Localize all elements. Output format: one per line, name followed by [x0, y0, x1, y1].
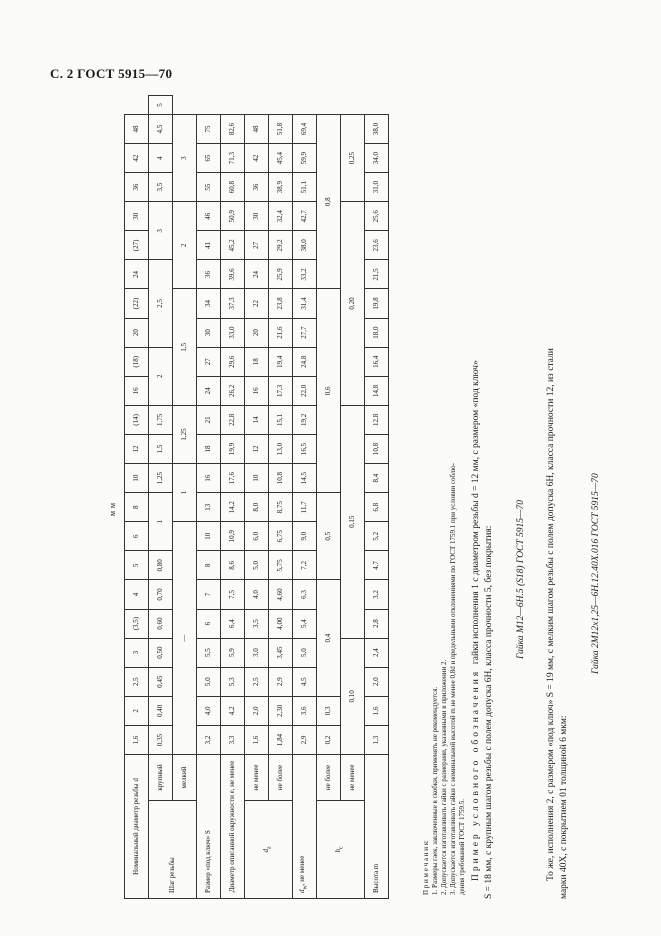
page-header: С. 2 ГОСТ 5915—70	[50, 66, 173, 81]
cell: 9,0	[293, 522, 317, 551]
cell: 19,4	[269, 347, 293, 376]
cell: 0,70	[149, 580, 173, 609]
cell: 27	[245, 231, 269, 260]
cell: 36	[197, 260, 221, 289]
cell: 8,6	[221, 551, 245, 580]
cell: 0,10	[341, 638, 365, 754]
cell: 18,0	[365, 318, 389, 347]
cell: 2	[125, 696, 149, 725]
rotated-page-content	[100, 94, 660, 899]
cell: 8	[197, 551, 221, 580]
cell: 2,8	[365, 609, 389, 638]
cell: 14,5	[293, 464, 317, 493]
cell: 48	[125, 114, 149, 143]
cell: 41	[197, 231, 221, 260]
cell: 0,2	[317, 725, 341, 754]
label-max: не более	[269, 755, 293, 801]
cell: 51,1	[293, 173, 317, 202]
cell: 23,8	[269, 289, 293, 318]
cell: 12	[245, 434, 269, 463]
cell: 2,0	[245, 696, 269, 725]
cell: 4,5	[149, 114, 173, 143]
cell: 42	[245, 144, 269, 173]
label-da: $d_а$	[245, 801, 293, 899]
row-pitch-fine	[173, 96, 197, 899]
cell: 5	[125, 551, 149, 580]
cell: 0,80	[149, 551, 173, 580]
cell: 19,9	[221, 434, 245, 463]
cell: 30	[197, 318, 221, 347]
cell: 2,4	[365, 638, 389, 667]
example1-line2: S = 18 мм, с крупным шагом резьбы с полем допуска 6H, класса прочности 5, без покрытия:	[484, 525, 494, 899]
cell: 39,6	[221, 260, 245, 289]
row-dw	[293, 96, 317, 899]
cell: 33,2	[293, 260, 317, 289]
cell: (14)	[125, 405, 149, 434]
cell: 10,9	[221, 522, 245, 551]
cell: 5	[149, 96, 173, 115]
cell: 21,5	[365, 260, 389, 289]
cell: 32,4	[269, 202, 293, 231]
cell: 16	[197, 464, 221, 493]
cell: 19,8	[365, 289, 389, 318]
cell: 4	[125, 580, 149, 609]
cell: 48	[245, 114, 269, 143]
row-e	[221, 96, 245, 899]
label-m: Высота m	[365, 755, 389, 899]
cell: (3,5)	[125, 609, 149, 638]
cell: 30	[245, 202, 269, 231]
example2-line1: То же, исполнения 2, с размером «под ключ» S = 19 мм, с мелким шагом резьбы с полем допуска 6Н, класса прочности 12, из стали	[546, 348, 556, 881]
cell: 13,0	[269, 434, 293, 463]
cell: 2	[173, 202, 197, 289]
cell: 8,75	[269, 493, 293, 522]
cell: 46	[197, 202, 221, 231]
cell: 3	[149, 202, 173, 260]
cell: 4,0	[245, 580, 269, 609]
note-1: 1. Размеры гаек, заключенные в скобки, применять не рекомендуется.	[431, 686, 439, 895]
cell: 1	[149, 493, 173, 551]
cell: 24	[197, 376, 221, 405]
cell: 2,9	[293, 725, 317, 754]
cell: 2,30	[269, 696, 293, 725]
cell: 75	[197, 114, 221, 143]
cell: 20	[245, 318, 269, 347]
label-max: не более	[317, 755, 341, 801]
cell: 19,2	[293, 405, 317, 434]
example2-designation: Гайка 2М12х1,25—6Н.12.40Х.016 ГОСТ 5915—70	[591, 473, 601, 674]
cell: 10	[197, 522, 221, 551]
cell: 45,2	[221, 231, 245, 260]
row-da-max	[269, 96, 293, 899]
cell: 0,40	[149, 696, 173, 725]
cell: 30	[125, 202, 149, 231]
cell: 0,25	[341, 114, 365, 201]
cell: 0,20	[341, 202, 365, 406]
cell: 6	[125, 522, 149, 551]
cell: 15,1	[269, 405, 293, 434]
row-s	[197, 96, 221, 899]
cell: 7,2	[293, 551, 317, 580]
cell: 10	[245, 464, 269, 493]
cell: 25,6	[365, 202, 389, 231]
row-m	[365, 96, 389, 899]
cell: 45,4	[269, 144, 293, 173]
cell: 4,2	[221, 696, 245, 725]
cell: 22,8	[221, 405, 245, 434]
label-dw: $d_w$, не менее	[293, 755, 317, 899]
cell: 10,8	[365, 434, 389, 463]
label-hc: $h_с$	[317, 801, 365, 899]
cell: 8,0	[245, 493, 269, 522]
cell: 55	[197, 173, 221, 202]
cell: 7,5	[221, 580, 245, 609]
cell: 17,6	[221, 464, 245, 493]
cell: 3,5	[245, 609, 269, 638]
cell: 71,3	[221, 144, 245, 173]
cell: 4,0	[197, 696, 221, 725]
cell: 0,35	[149, 725, 173, 754]
cell: 3,6	[293, 696, 317, 725]
cell: (27)	[125, 231, 149, 260]
cell: 2,0	[365, 667, 389, 696]
cell: 0,3	[317, 696, 341, 725]
cell: 1,6	[245, 725, 269, 754]
cell: 1,6	[125, 725, 149, 754]
note-2: 2. Допускается изготавливать гайки с размерами, указанными в приложении 2.	[440, 659, 448, 895]
cell: 4,7	[365, 551, 389, 580]
cell: 13	[197, 493, 221, 522]
cell: 10,8	[269, 464, 293, 493]
cell: 6,75	[269, 522, 293, 551]
cell: 1,84	[269, 725, 293, 754]
cell: 18	[197, 434, 221, 463]
cell: 8	[125, 493, 149, 522]
cell: 1	[173, 464, 197, 522]
cell: 4	[149, 144, 173, 173]
cell: 4,60	[269, 580, 293, 609]
row-nominal-diameter	[125, 96, 149, 899]
cell: 2,5	[149, 260, 173, 347]
cell: 1,75	[149, 405, 173, 434]
cell: 3,2	[197, 725, 221, 754]
cell: 24	[125, 260, 149, 289]
cell: 3,5	[149, 173, 173, 202]
example1-line1: гайки исполнения 1 с диаметром резьбы d = 12 мм, с размером «под ключ»	[471, 360, 481, 665]
cell: 36	[125, 173, 149, 202]
cell: 25,9	[269, 260, 293, 289]
cell: 3,0	[245, 638, 269, 667]
label-pitch: Шаг резьбы	[149, 801, 197, 899]
cell: 29,6	[221, 347, 245, 376]
cell: 2,5	[125, 667, 149, 696]
cell: 3,45	[269, 638, 293, 667]
cell: 14	[245, 405, 269, 434]
cell: 1,5	[173, 289, 197, 405]
cell: 24	[245, 260, 269, 289]
cell: 82,6	[221, 114, 245, 143]
cell: 6,0	[245, 522, 269, 551]
cell: 6	[197, 609, 221, 638]
note-3-cont: дения требований ГОСТ 1759.5.	[458, 799, 466, 895]
example2-paragraph	[545, 99, 571, 899]
cell: 1,5	[149, 434, 173, 463]
row-hc-max	[317, 96, 341, 899]
cell: 18	[245, 347, 269, 376]
cell: 3,3	[221, 725, 245, 754]
cell: 5,3	[221, 667, 245, 696]
row-pitch-coarse	[149, 96, 173, 899]
cell: 6,3	[293, 580, 317, 609]
cell: 0,50	[149, 638, 173, 667]
cell: 36	[245, 173, 269, 202]
cell: 65	[197, 144, 221, 173]
cell: 33,0	[221, 318, 245, 347]
cell: 2,9	[269, 667, 293, 696]
cell: 16,4	[365, 347, 389, 376]
cell: 20	[125, 318, 149, 347]
cell: 0,8	[317, 114, 341, 289]
cell: 5,2	[365, 522, 389, 551]
cell: 0,60	[149, 609, 173, 638]
cell: 42,7	[293, 202, 317, 231]
cell: 11,7	[293, 493, 317, 522]
cell: 6,4	[221, 609, 245, 638]
cell: 8,4	[365, 464, 389, 493]
example1-heading: Пример условного обозначения	[471, 668, 481, 881]
cell: 27,7	[293, 318, 317, 347]
label-min: не менее	[341, 755, 365, 801]
cell: 1,25	[149, 464, 173, 493]
cell: 5,5	[197, 638, 221, 667]
cell: 0,5	[317, 493, 341, 580]
cell: 59,9	[293, 144, 317, 173]
cell: 50,9	[221, 202, 245, 231]
cell: 0,45	[149, 667, 173, 696]
cell: 10	[125, 464, 149, 493]
cell: 5,9	[221, 638, 245, 667]
note-3: 3. Допускается изготавливать гайки с номинальной высотой m не менее 0,8d и предельными отклонениями по ГОСТ 1759.1 при условии соблю-	[449, 463, 457, 895]
cell: 1,25	[173, 405, 197, 463]
cell: 34,0	[365, 144, 389, 173]
cell: 51,8	[269, 114, 293, 143]
cell: 22	[245, 289, 269, 318]
label-e: Диаметр описанной окружности е, не менее	[221, 755, 245, 899]
cell: 6,8	[365, 493, 389, 522]
label-s: Размер «под ключ» S	[197, 755, 221, 899]
cell: 34	[197, 289, 221, 318]
cell: 21	[197, 405, 221, 434]
cell: 22,0	[293, 376, 317, 405]
cell: 29,2	[269, 231, 293, 260]
cell: —	[173, 522, 197, 755]
dimensions-table	[124, 95, 389, 899]
cell: 38,0	[293, 231, 317, 260]
row-hc-min	[341, 96, 365, 899]
cell: 14,2	[221, 493, 245, 522]
cell: 1,6	[365, 696, 389, 725]
label-pitch-fine: мелкий	[173, 755, 197, 801]
cell: 12	[125, 434, 149, 463]
cell: 31,0	[365, 173, 389, 202]
cell: 38,0	[365, 114, 389, 143]
cell: 2,5	[245, 667, 269, 696]
cell: (22)	[125, 289, 149, 318]
units-label: мм	[108, 499, 117, 516]
cell: 5,75	[269, 551, 293, 580]
cell: 4,5	[293, 667, 317, 696]
cell: 0,4	[317, 580, 341, 696]
cell: 31,4	[293, 289, 317, 318]
cell: (18)	[125, 347, 149, 376]
example1-designation: Гайка М12—6Н.5 (S18) ГОСТ 5915—70	[516, 499, 526, 659]
cell: 16	[125, 376, 149, 405]
cell: 3	[173, 114, 197, 201]
cell: 24,8	[293, 347, 317, 376]
cell: 16	[245, 376, 269, 405]
cell: 0,6	[317, 289, 341, 493]
notes-title: П р и м е ч а н и я:	[422, 840, 430, 895]
label-min: не менее	[245, 755, 269, 801]
cell: 5,0	[293, 638, 317, 667]
cell: 42	[125, 144, 149, 173]
cell: 3,2	[365, 580, 389, 609]
cell: 5,0	[197, 667, 221, 696]
cell: 7	[197, 580, 221, 609]
cell: 21,6	[269, 318, 293, 347]
cell: 5,4	[293, 609, 317, 638]
cell: 37,3	[221, 289, 245, 318]
example1-paragraph	[470, 99, 496, 899]
cell: 14,8	[365, 376, 389, 405]
cell: 26,2	[221, 376, 245, 405]
cell: 12,8	[365, 405, 389, 434]
label-pitch-coarse: крупный	[149, 755, 173, 801]
cell: 0,15	[341, 405, 365, 638]
cell: 23,6	[365, 231, 389, 260]
cell: 3	[125, 638, 149, 667]
cell: 16,5	[293, 434, 317, 463]
example2-line2: марки 40Х, с покрытием 01 толщиной 6 мкм:	[559, 715, 569, 899]
cell: 4,00	[269, 609, 293, 638]
label-nominal-diameter: Номинальный диаметр резьбы d	[125, 755, 149, 899]
cell: 69,4	[293, 114, 317, 143]
row-da-min	[245, 96, 269, 899]
cell: 17,3	[269, 376, 293, 405]
cell: 38,9	[269, 173, 293, 202]
cell: 5,0	[245, 551, 269, 580]
cell: 60,8	[221, 173, 245, 202]
cell: 1,3	[365, 725, 389, 754]
cell: 27	[197, 347, 221, 376]
cell: 2	[149, 347, 173, 405]
